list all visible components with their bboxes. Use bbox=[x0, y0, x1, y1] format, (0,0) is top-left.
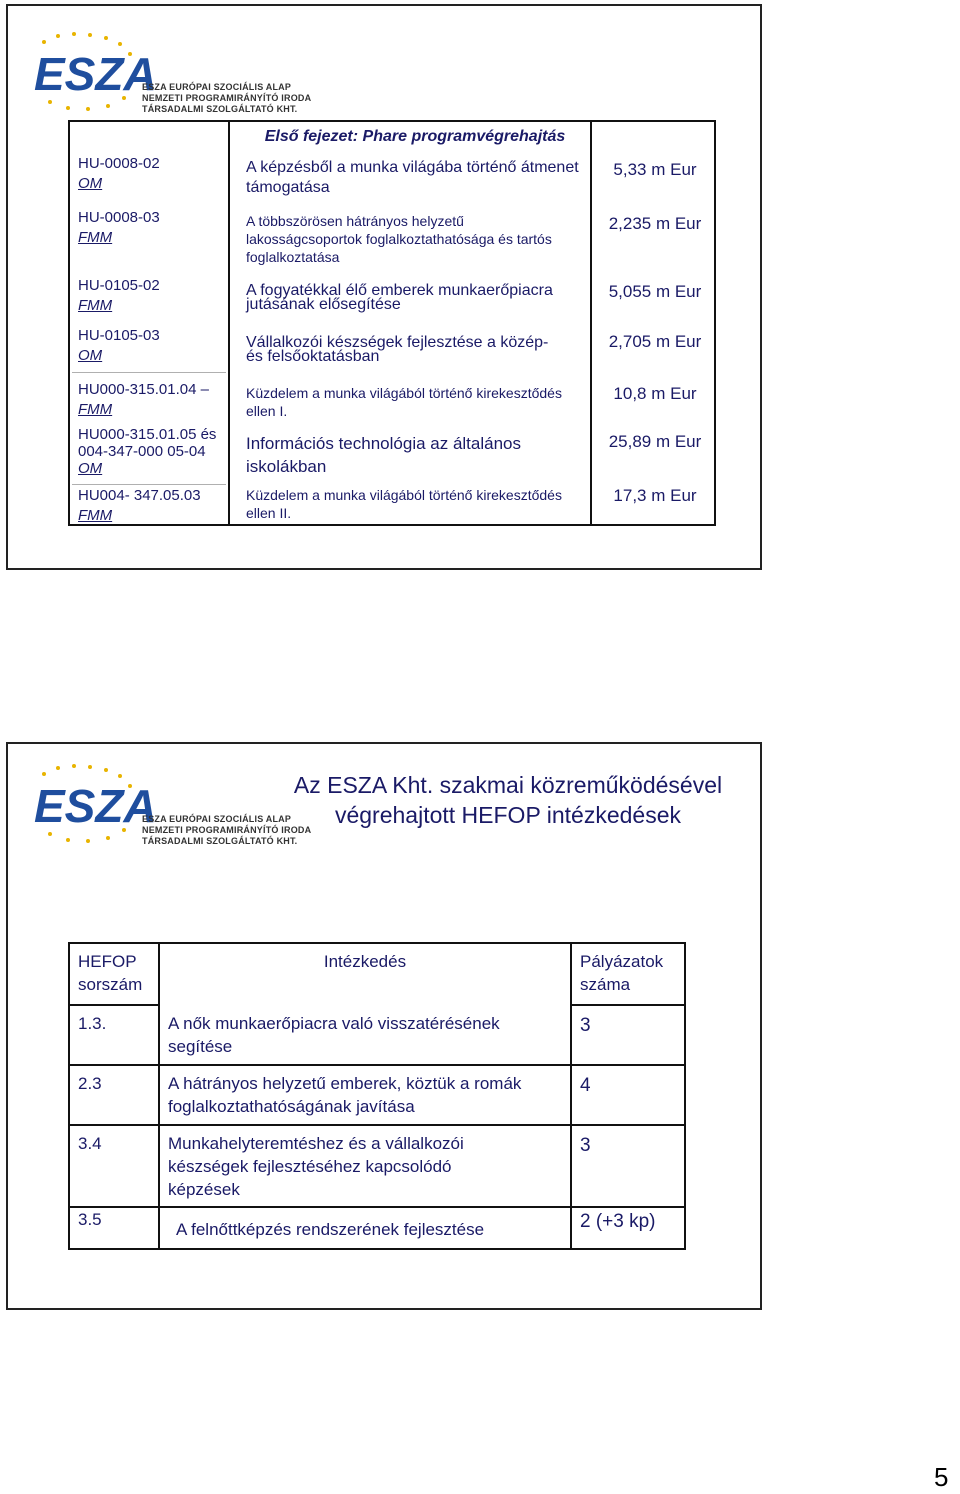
header-hefop-number: HEFOP sorszám bbox=[78, 952, 143, 994]
project-amount: 17,3 m Eur bbox=[613, 486, 697, 505]
application-count: 3 bbox=[580, 1015, 591, 1036]
logo-caption: ESZA EURÓPAI SZOCIÁLIS ALAP NEMZETI PROGRAMIRÁNYÍTÓ IRODA TÁRSADALMI SZOLGÁLTATÓ KHT. bbox=[142, 82, 312, 114]
esza-emblem-icon bbox=[30, 764, 157, 844]
page-number: 5 bbox=[934, 1462, 949, 1492]
table-heading: Első fejezet: Phare programvégrehajtás bbox=[264, 128, 566, 145]
project-code: HU-0008-02 OM bbox=[78, 155, 160, 192]
measure-number: 1.3. bbox=[78, 1014, 107, 1033]
row-separator bbox=[70, 1064, 686, 1066]
project-title: A képzésből a munka világába történő átmenet támogatása bbox=[246, 159, 579, 196]
project-amount: 5,33 m Eur bbox=[613, 160, 697, 179]
esza-logo bbox=[30, 764, 312, 846]
project-amount: 2,235 m Eur bbox=[608, 214, 702, 233]
slide-phare bbox=[6, 4, 762, 570]
row-separator bbox=[70, 1004, 160, 1006]
header-measure: Intézkedés bbox=[323, 952, 407, 971]
project-code: HU000-315.01.05 és 004-347-000 05-04 OM bbox=[78, 426, 217, 477]
slide-title: Az ESZA Kht. szakmai közreműködésével végrehajtott HEFOP intézkedések bbox=[293, 772, 723, 828]
header-application-count: Pályázatok száma bbox=[580, 952, 664, 994]
column-divider bbox=[158, 944, 160, 1248]
measure-title: A felnőttképzés rendszerének fejlesztése bbox=[176, 1220, 485, 1239]
application-count: 3 bbox=[580, 1135, 591, 1156]
project-title: A többszörösen hátrányos helyzetű lakosságcsoportok foglalkoztathatósága és tartós foglalkoztatása bbox=[246, 213, 552, 265]
measure-title: A hátrányos helyzetű emberek, köztük a romák foglalkoztathatóságának javítása bbox=[168, 1074, 522, 1116]
project-code: HU000-315.01.04 – FMM bbox=[78, 381, 209, 418]
project-code: HU-0105-02 FMM bbox=[78, 277, 160, 314]
project-title: Információs technológia az általános iskolákban bbox=[246, 434, 521, 476]
project-code: HU004- 347.05.03 FMM bbox=[78, 487, 201, 524]
project-title: Küzdelem a munka világából történő kirekesztődés ellen II. bbox=[246, 487, 562, 521]
project-title: Küzdelem a munka világából történő kirekesztődés ellen I. bbox=[246, 385, 562, 419]
project-title: Vállalkozói készségek fejlesztése a közép- és felsőoktatásban bbox=[246, 334, 549, 365]
measure-title: A nők munkaerőpiacra való visszatérésének segítése bbox=[168, 1014, 500, 1056]
logo-caption: ESZA EURÓPAI SZOCIÁLIS ALAP NEMZETI PROGRAMIRÁNYÍTÓ IRODA TÁRSADALMI SZOLGÁLTATÓ KHT. bbox=[142, 814, 312, 846]
application-count: 4 bbox=[580, 1075, 591, 1096]
esza-emblem-icon bbox=[30, 32, 157, 112]
project-amount: 5,055 m Eur bbox=[608, 282, 702, 301]
column-divider bbox=[590, 122, 592, 524]
row-separator bbox=[72, 372, 226, 373]
column-divider bbox=[228, 122, 230, 524]
project-amount: 10,8 m Eur bbox=[613, 384, 697, 403]
measure-title: Munkahelyteremtéshez és a vállalkozói készségek fejlesztéséhez kapcsolódó képzések bbox=[168, 1134, 464, 1199]
project-amount: 25,89 m Eur bbox=[608, 432, 702, 451]
project-code: HU-0105-03 OM bbox=[78, 327, 160, 364]
svg-text:ESZA: ESZA bbox=[34, 780, 157, 832]
application-count: 2 (+3 kp) bbox=[580, 1211, 656, 1232]
svg-text:ESZA: ESZA bbox=[34, 48, 157, 100]
row-separator bbox=[70, 1124, 686, 1126]
project-title: A fogyatékkal élő emberek munkaerőpiacra jutásának elősegítése bbox=[246, 282, 553, 313]
phare-program-table bbox=[68, 120, 716, 526]
project-code: HU-0008-03 FMM bbox=[78, 209, 160, 246]
measure-number: 2.3 bbox=[78, 1074, 102, 1093]
project-amount: 2,705 m Eur bbox=[608, 332, 702, 351]
measure-number: 3.5 bbox=[78, 1210, 102, 1229]
esza-logo bbox=[30, 32, 312, 114]
row-separator bbox=[70, 1206, 686, 1208]
row-separator bbox=[72, 484, 226, 485]
row-separator bbox=[570, 1004, 686, 1006]
column-divider bbox=[570, 944, 572, 1248]
slide-hefop bbox=[6, 742, 762, 1310]
measure-number: 3.4 bbox=[78, 1134, 102, 1153]
hefop-measures-table bbox=[68, 942, 686, 1250]
